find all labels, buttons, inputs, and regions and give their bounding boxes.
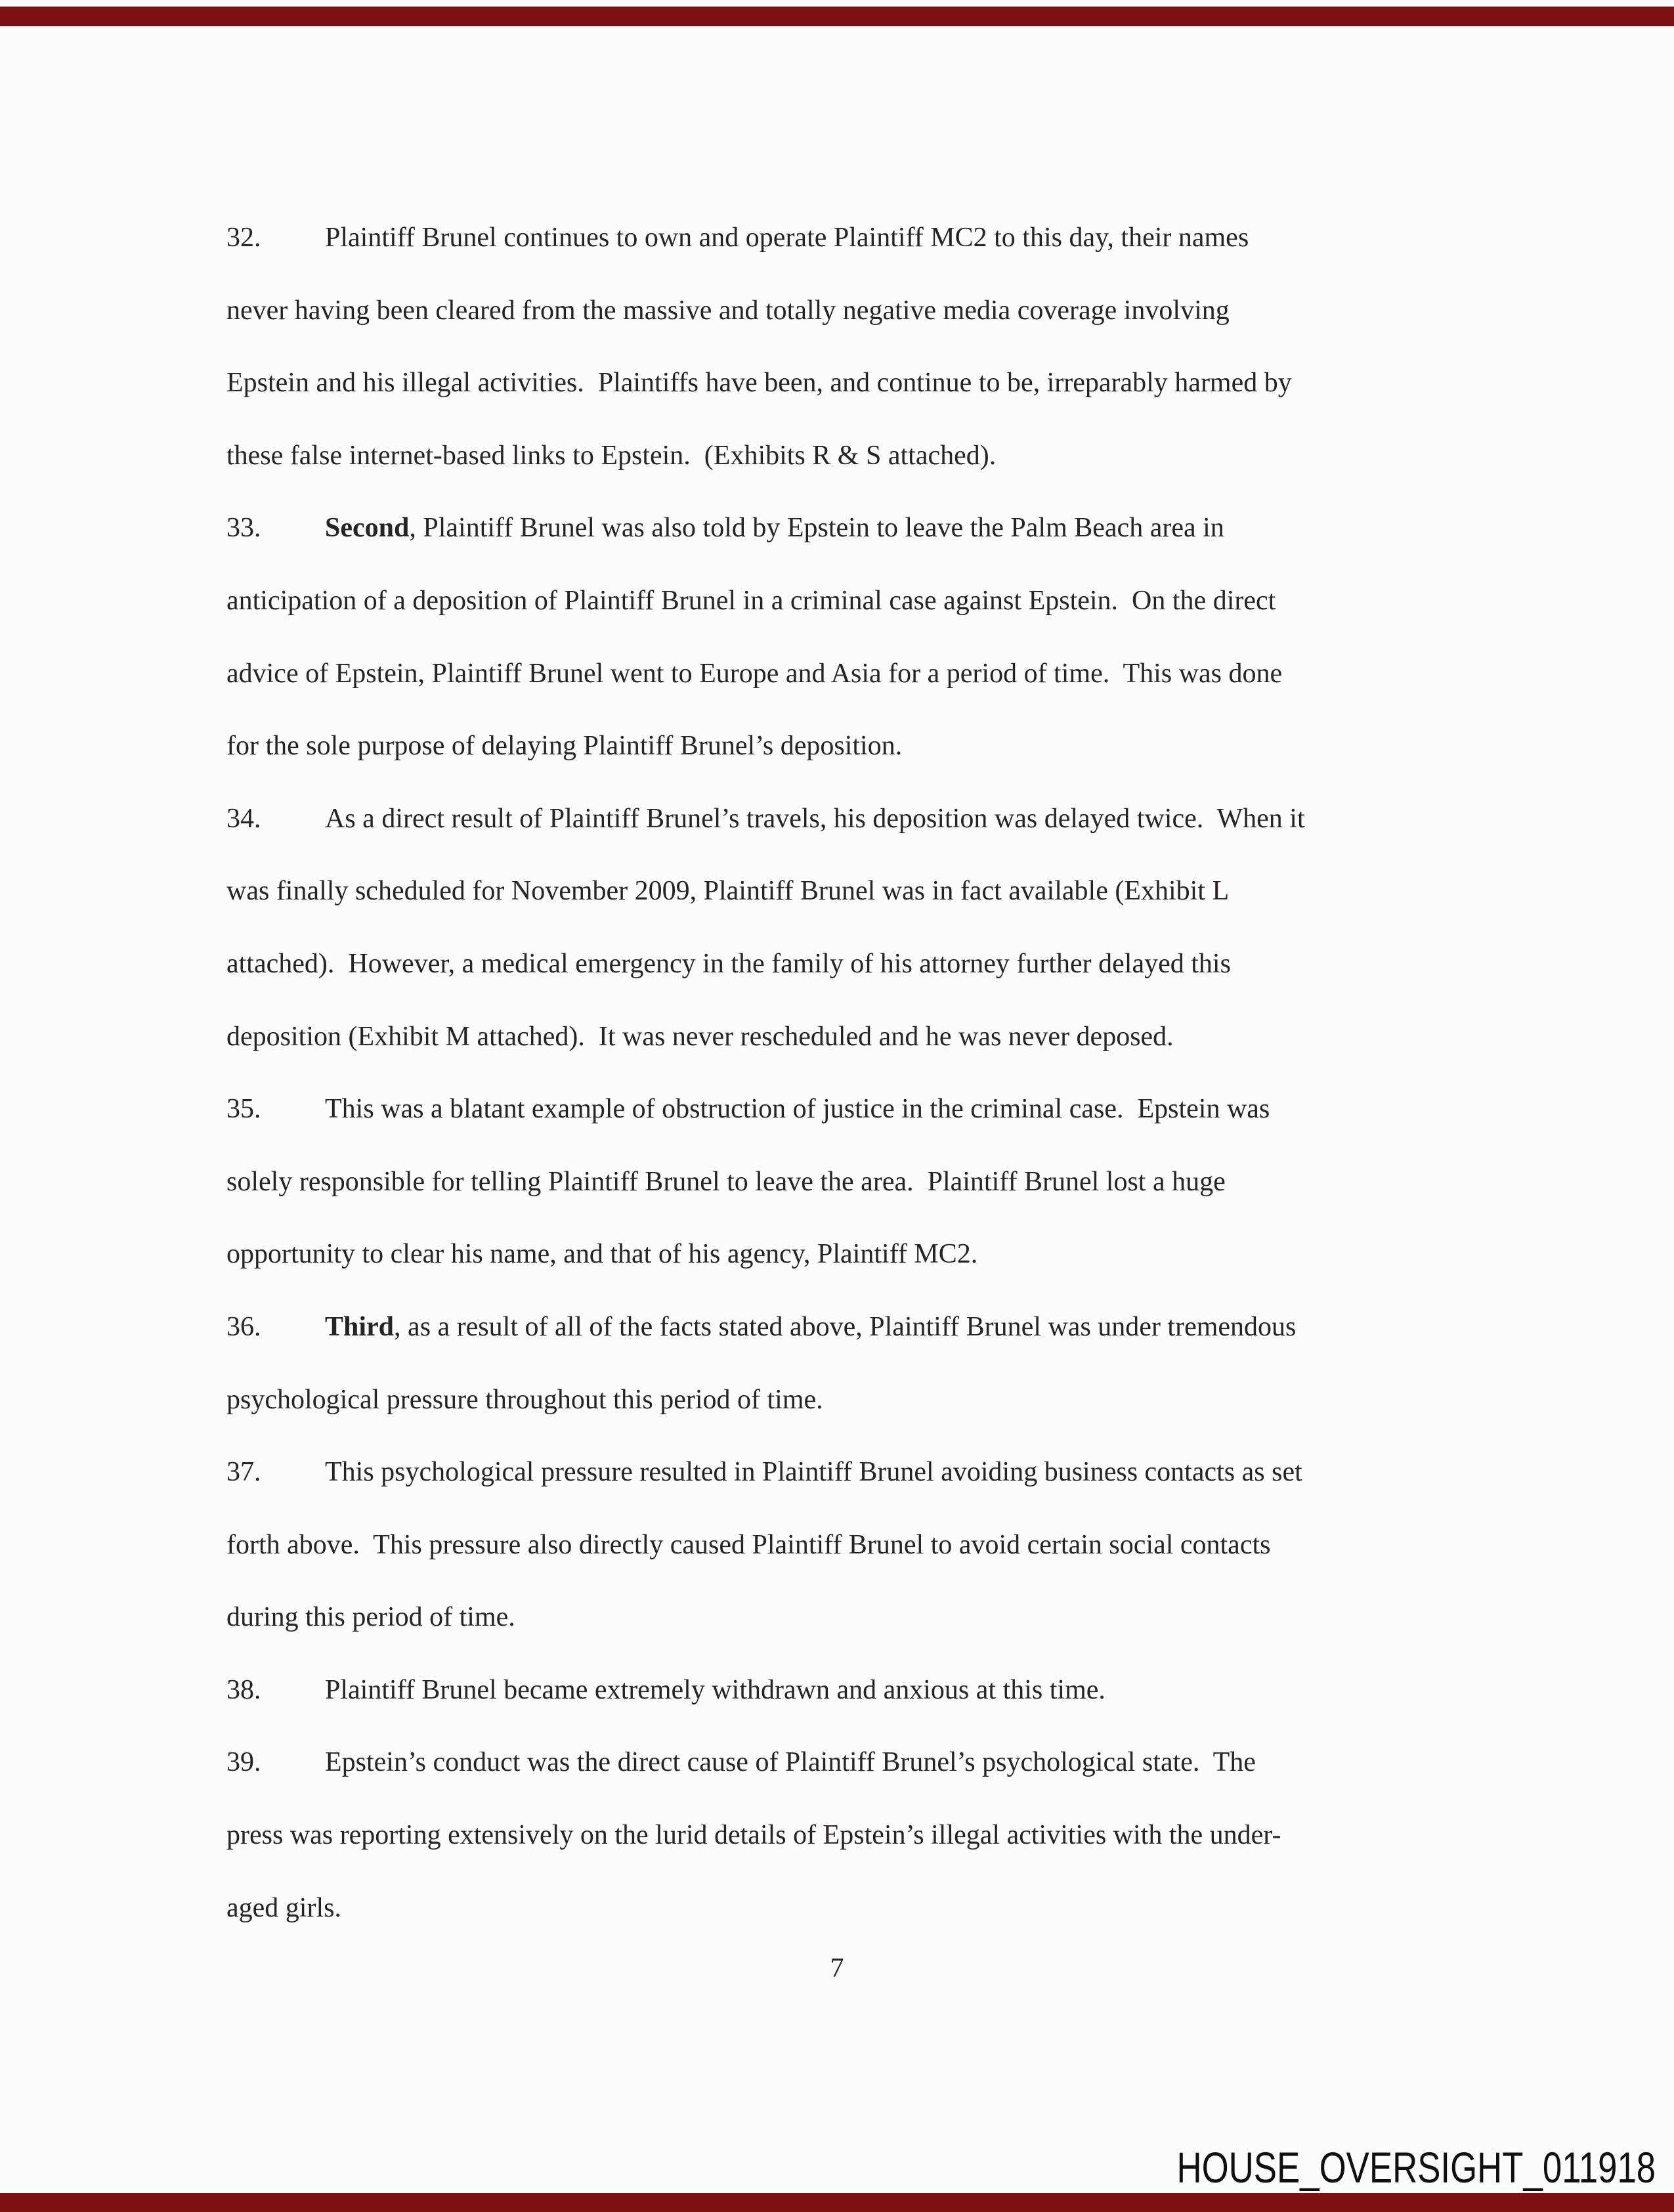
document-line	[226, 710, 1513, 783]
document-line	[226, 1799, 1513, 1872]
paragraph-number: 32.	[226, 223, 261, 253]
text-segment: never having been cleared from the massive and totally negative media coverage involving	[226, 295, 1230, 326]
document-line	[226, 1073, 1513, 1146]
document-line	[226, 202, 1513, 274]
paragraph-number: 35.	[226, 1094, 261, 1125]
text-segment: deposition (Exhibit M attached). It was never rescheduled and he was never deposed.	[226, 1021, 1174, 1052]
text-segment: As a direct result of Plaintiff Brunel’s travels, his deposition was delayed twice. When it	[325, 803, 1305, 834]
document-line	[226, 1509, 1513, 1582]
text-segment: for the sole purpose of delaying Plaintiff Brunel’s deposition.	[226, 731, 903, 762]
document-line	[226, 420, 1513, 492]
text-segment: Second	[325, 513, 410, 544]
document-line	[226, 1146, 1513, 1219]
document-line	[226, 1364, 1513, 1437]
document-line	[226, 1436, 1513, 1509]
paragraph-number: 37.	[226, 1457, 261, 1488]
document-line	[226, 1654, 1513, 1727]
text-segment: Plaintiff Brunel became extremely withdrawn and anxious at this time.	[325, 1674, 1105, 1705]
page-number: 7	[830, 1953, 844, 1984]
paragraph-number: 39.	[226, 1747, 261, 1778]
document-line	[226, 274, 1513, 347]
text-segment: during this period of time.	[226, 1602, 515, 1633]
text-segment: these false internet-based links to Epstein. (Exhibits R & S attached).	[226, 440, 997, 471]
paragraph-32	[226, 202, 1513, 492]
text-segment: This psychological pressure resulted in Plaintiff Brunel avoiding business contacts as set	[325, 1457, 1302, 1488]
document-line	[226, 1581, 1513, 1654]
top-red-bar	[0, 7, 1674, 26]
document-line	[226, 347, 1513, 420]
text-segment: advice of Epstein, Plaintiff Brunel went to Europe and Asia for a period of time. This was done	[226, 658, 1283, 689]
text-segment: aged girls.	[226, 1892, 341, 1923]
bottom-red-bar	[0, 2193, 1674, 2212]
paragraph-39	[226, 1726, 1513, 1944]
paragraph-36	[226, 1291, 1513, 1436]
paragraph-number: 36.	[226, 1311, 261, 1342]
text-segment: Epstein and his illegal activities. Plaintiffs have been, and continue to be, irreparably harmed by	[226, 368, 1292, 399]
paragraph-34	[226, 783, 1513, 1073]
document-line	[226, 928, 1513, 1001]
text-segment: This was a blatant example of obstruction of justice in the criminal case. Epstein was	[325, 1094, 1270, 1125]
text-segment: , as a result of all of the facts stated above, Plaintiff Brunel was under tremendous	[394, 1311, 1297, 1342]
paragraph-33	[226, 492, 1513, 782]
text-segment: solely responsible for telling Plaintiff Brunel to leave the area. Plaintiff Brunel lost a huge	[226, 1166, 1226, 1197]
text-segment: forth above. This pressure also directly caused Plaintiff Brunel to avoid certain social contacts	[226, 1529, 1271, 1560]
document-line	[226, 855, 1513, 928]
paragraph-number: 34.	[226, 803, 261, 834]
text-segment: anticipation of a deposition of Plaintiff Brunel in a criminal case against Epstein. On the direct	[226, 585, 1276, 616]
document-line	[226, 1726, 1513, 1799]
document-line	[226, 492, 1513, 565]
paragraph-number: 33.	[226, 513, 261, 544]
document-line	[226, 565, 1513, 638]
document-line	[226, 638, 1513, 710]
document-line	[226, 1291, 1513, 1364]
bates-stamp: HOUSE_OVERSIGHT_011918	[1176, 2143, 1656, 2192]
text-segment: , Plaintiff Brunel was also told by Epstein to leave the Palm Beach area in	[409, 513, 1224, 544]
document-body	[226, 202, 1513, 1944]
paragraph-38	[226, 1654, 1513, 1727]
text-segment: psychological pressure throughout this period of time.	[226, 1384, 823, 1415]
document-line	[226, 1218, 1513, 1291]
document-line	[226, 1001, 1513, 1073]
document-line	[226, 783, 1513, 856]
text-segment: Epstein’s conduct was the direct cause of Plaintiff Brunel’s psychological state. The	[325, 1747, 1256, 1778]
paragraph-number: 38.	[226, 1674, 261, 1705]
paragraph-35	[226, 1073, 1513, 1291]
paragraph-37	[226, 1436, 1513, 1654]
text-segment: opportunity to clear his name, and that of his agency, Plaintiff MC2.	[226, 1239, 978, 1270]
text-segment: Third	[325, 1311, 395, 1342]
text-segment: attached). However, a medical emergency in the family of his attorney further delayed this	[226, 948, 1231, 979]
text-segment: Plaintiff Brunel continues to own and operate Plaintiff MC2 to this day, their names	[325, 223, 1249, 253]
text-segment: press was reporting extensively on the lurid details of Epstein’s illegal activities with the under-	[226, 1820, 1281, 1851]
text-segment: was finally scheduled for November 2009, Plaintiff Brunel was in fact available (Exhibit L	[226, 876, 1230, 907]
